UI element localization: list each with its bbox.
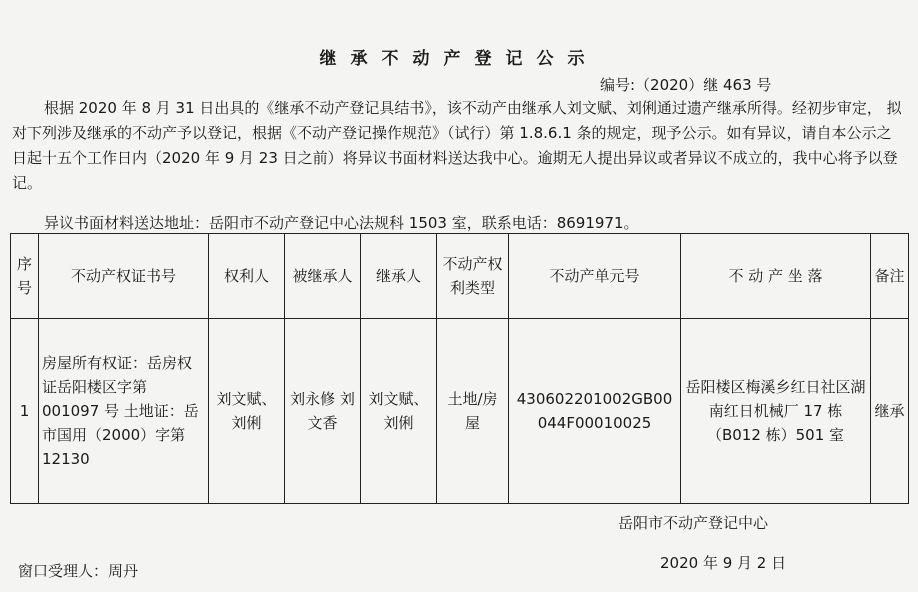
header-cell-type: 不动产权利类型	[437, 234, 509, 319]
cell-location: 岳阳楼区梅溪乡红日社区湖南红日机械厂 17 栋（B012 栋）501 室	[681, 319, 871, 504]
property-table	[10, 233, 909, 504]
notice-body	[12, 96, 902, 196]
objection-address: 异议书面材料送达地址：岳阳市不动产登记中心法规科 1503 室，联系电话：8691971。	[44, 214, 639, 232]
header-cell-remark: 备注	[871, 234, 909, 319]
document-number: 编号:（2020）继 463 号	[600, 76, 772, 94]
table-row	[11, 319, 909, 504]
header-cell-location: 不 动 产 坐 落	[681, 234, 871, 319]
issuer-name: 岳阳市不动产登记中心	[618, 514, 769, 532]
cell-no: 1	[11, 319, 39, 504]
cell-unit-no: 430602201002GB00044F00010025	[509, 319, 681, 504]
cell-remark: 继承	[871, 319, 909, 504]
header-cell-decedent: 被继承人	[285, 234, 361, 319]
cell-holder: 刘文赋、刘俐	[209, 319, 285, 504]
notice-paragraph: 根据 2020 年 8 月 31 日出具的《继承不动产登记具结书》，该不动产由继承人刘文赋、刘俐通过遗产继承所得。经初步审定， 拟对下列涉及继承的不动产予以登记，根据《不动产登记操作规范》（试行）第 1.8.6.1 条的规定，现予公示。如有异议，请自本公示之日起十五个工作日内（2020 年 9 月 23 日之前）将异议书面材料送达我中心。逾期无人提出异议或者异议不成立的，我中心将予以登记。	[12, 99, 902, 192]
cell-heir: 刘文赋、刘俐	[361, 319, 437, 504]
header-cell-no: 序号	[11, 234, 39, 319]
header-cell-heir: 继承人	[361, 234, 437, 319]
header-cell-cert: 不动产权证书号	[39, 234, 209, 319]
cell-decedent: 刘永修 刘文香	[285, 319, 361, 504]
table-header-row	[11, 234, 909, 319]
issue-date: 2020 年 9 月 2 日	[660, 554, 787, 572]
cell-cert: 房屋所有权证：岳房权证岳阳楼区字第 001097 号 土地证：岳市国用（2000）字第 12130	[39, 319, 209, 504]
header-cell-unit-no: 不动产单元号	[509, 234, 681, 319]
page-title: 继承不动产登记公示	[319, 49, 599, 69]
cell-type: 土地/房屋	[437, 319, 509, 504]
header-cell-holder: 权利人	[209, 234, 285, 319]
window-clerk: 窗口受理人：周丹	[18, 562, 139, 580]
